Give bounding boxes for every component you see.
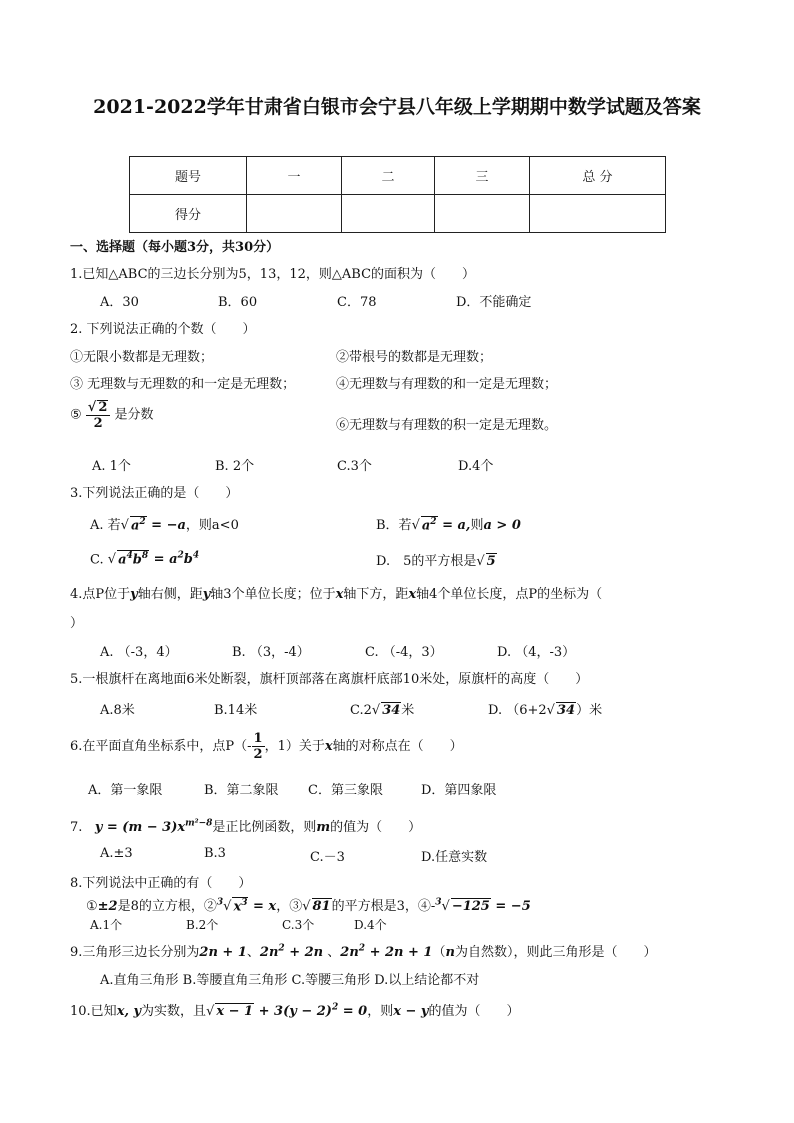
q3-b-suffix: 则 — [470, 518, 484, 533]
q3-d-prefix: D. 5的平方根是 — [376, 554, 477, 569]
q2-option-d[interactable]: D.4个 — [458, 459, 494, 474]
q2-statement-5 — [70, 400, 154, 430]
q8-p1b: 是8的立方根，② — [117, 899, 217, 914]
q1-option-c[interactable]: C．78 — [337, 295, 377, 310]
score-cell[interactable] — [247, 195, 342, 233]
score-header-cell: 三 — [435, 157, 530, 195]
q3-stem: 3.下列说法正确的是（ ） — [70, 486, 239, 501]
section-heading: 一、选择题（每小题3分，共30分） — [70, 240, 280, 255]
q9-mid: （ — [432, 945, 446, 960]
q5-d-prefix: D. （6+2 — [488, 703, 547, 718]
half-fraction: $\frac{1}{2}$ — [253, 731, 263, 762]
q7-option-a[interactable]: A.±3 — [100, 846, 133, 861]
q4-part: 轴右侧，距 — [137, 587, 203, 602]
q5-option-b[interactable]: B.14米 — [214, 703, 258, 718]
q1-option-a[interactable]: A．30 — [100, 295, 139, 310]
q2-statement-4: ④无理数与有理数的和一定是无理数； — [336, 377, 558, 392]
q6-stem: 6.在平面直角坐标系中，点P（- $\frac{1}{2}$ ，1）关于x轴的对称点在（ ） — [70, 731, 463, 762]
q4-stem-line1: 4.点P位于y轴右侧，距y轴3个单位长度；位于x轴下方，距x轴4个单位长度，点P的坐标为（ — [70, 587, 603, 602]
q8-option-d[interactable]: D.4个 — [354, 918, 387, 932]
sqrt2-over-2-fraction: $\frac{√ 2}{2}$ — [86, 400, 111, 430]
q6-end: 轴的对称点在（ ） — [332, 739, 463, 754]
q9-prefix: 9.三角形三边长分别为 — [70, 945, 200, 960]
q4-stem-line2: ） — [70, 616, 84, 631]
q6-option-a[interactable]: A．第一象限 — [88, 783, 163, 798]
score-cell[interactable] — [342, 195, 435, 233]
q10-end: 的值为（ ） — [428, 1004, 520, 1019]
score-row-label: 得分 — [130, 195, 247, 233]
q9-stem: 9.三角形三边长分别为2n + 1、$2n^2 + 2n$ 、$2n^2 + 2n + 1(n$为自然数），则此三角形是（ ） — [70, 943, 657, 960]
q3-b-prefix: B．若 — [376, 518, 412, 533]
q3-option-c[interactable]: C. √ $a^4b^8 = a^2b^4$ — [90, 551, 200, 568]
score-table — [129, 156, 666, 233]
q2-option-a[interactable]: A. 1个 — [92, 459, 131, 474]
q6-suffix: ，1）关于 — [264, 739, 325, 754]
q8-option-b[interactable]: B.2个 — [186, 918, 219, 932]
q5-option-c[interactable]: C.2√ 34米 — [350, 703, 415, 718]
page-title: 2021-2022学年甘肃省白银市会宁县八年级上学期期中数学试题及答案 — [93, 96, 701, 118]
q3-option-a[interactable]: A. 若√ $a^2 = -a$，则a<0 — [90, 516, 239, 533]
q3-option-d[interactable]: D. 5的平方根是√ 5 — [376, 554, 496, 569]
q8-p3b: 的平方根是3，④- — [331, 899, 436, 914]
q8-option-c[interactable]: C.3个 — [282, 918, 315, 932]
q4-option-b[interactable]: B. （3，-4） — [232, 645, 310, 660]
q10-mid: 为实数，且 — [141, 1004, 207, 1019]
q7-mid: 是正比例函数，则 — [212, 820, 317, 835]
q6-option-b[interactable]: B．第二象限 — [204, 783, 279, 798]
q2-option-c[interactable]: C.3个 — [337, 459, 372, 474]
q3-c-prefix: C. — [90, 552, 104, 568]
q4-option-a[interactable]: A. （-3，4） — [100, 645, 178, 660]
q7-option-b[interactable]: B.3 — [204, 846, 226, 861]
q9-options[interactable]: A.直角三角形 B.等腰直角三角形 C.等腰三角形 D.以上结论都不对 — [100, 973, 480, 988]
score-header-cell: 二 — [342, 157, 435, 195]
score-cell[interactable] — [530, 195, 666, 233]
score-table-header-row — [130, 157, 666, 195]
q3-option-b[interactable]: B．若√ $a^2 = a$,则a > 0 — [376, 516, 521, 533]
q2-statement-6: ⑥无理数与有理数的积一定是无理数。 — [336, 418, 558, 433]
q6-prefix: 6.在平面直角坐标系中，点P（- — [70, 739, 252, 754]
score-cell[interactable] — [435, 195, 530, 233]
q5-stem: 5.一根旗杆在离地面6米处断裂，旗杆顶部落在离旗杆底部10米处，原旗杆的高度（ ） — [70, 672, 589, 687]
q7-end: 的值为（ ） — [330, 820, 422, 835]
q2-s5-prefix: ⑤ — [70, 407, 82, 423]
q5-c-suffix: 米 — [401, 703, 415, 718]
q1-option-d[interactable]: D．不能确定 — [456, 295, 532, 310]
q8-p1: ① — [86, 899, 98, 914]
q8-stem: 8.下列说法中正确的有（ ） — [70, 876, 252, 891]
q7-option-c[interactable]: C.－3 — [310, 850, 345, 865]
q4-part: 轴3个单位长度；位于 — [210, 587, 336, 602]
q2-s5-suffix: 是分数 — [114, 407, 154, 423]
q3-a-suffix: ，则a<0 — [185, 518, 239, 533]
q2-statement-1: ①无限小数都是无理数； — [70, 350, 214, 365]
q4-part: 轴4个单位长度，点P的坐标为（ — [416, 587, 603, 602]
q5-option-d[interactable]: D. （6+2√ 34）米 — [488, 703, 603, 718]
score-table-score-row — [130, 195, 666, 233]
q7-stem: 7. $y = (m - 3)x^{m^2-8}$是正比例函数，则m的值为（ ） — [70, 818, 422, 835]
q7-number: 7. — [70, 820, 83, 835]
q10-stem: 10.已知x, y为实数，且√ $x - 1 + 3(y - 2)^2 = 0$，则x − y的值为（ ） — [70, 1002, 520, 1019]
q6-option-d[interactable]: D．第四象限 — [421, 783, 497, 798]
q4-part: 轴下方，距 — [343, 587, 409, 602]
q8-p2b: ，③ — [276, 899, 303, 914]
score-header-cell: 题号 — [130, 157, 247, 195]
q2-statement-2: ②带根号的数都是无理数； — [336, 350, 493, 365]
q1-option-b[interactable]: B．60 — [218, 295, 258, 310]
q5-c-prefix: C.2 — [350, 703, 372, 718]
q2-option-b[interactable]: B. 2个 — [215, 459, 255, 474]
q8-option-a[interactable]: A.1个 — [90, 918, 123, 932]
q10-prefix: 10.已知 — [70, 1004, 117, 1019]
q9-nat: 为自然数），则此三角形是（ ） — [454, 945, 657, 960]
q6-option-c[interactable]: C．第三象限 — [308, 783, 383, 798]
q2-statement-3: ③ 无理数与无理数的和一定是无理数； — [70, 377, 296, 392]
q3-a-prefix: A. 若 — [90, 518, 121, 533]
q10-mid2: ，则 — [367, 1004, 394, 1019]
q7-option-d[interactable]: D.任意实数 — [421, 850, 488, 865]
q5-option-a[interactable]: A.8米 — [100, 703, 135, 718]
score-header-cell: 总 分 — [530, 157, 666, 195]
score-header-cell: 一 — [247, 157, 342, 195]
q2-stem: 2. 下列说法正确的个数（ ） — [70, 322, 256, 337]
q4-part: 4.点P位于 — [70, 587, 131, 602]
q4-option-d[interactable]: D. （4，-3） — [497, 645, 576, 660]
q1-stem: 1.已知△ABC的三边长分别为5，13，12，则△ABC的面积为（ ） — [70, 267, 476, 282]
q5-d-suffix: ）米 — [576, 703, 603, 718]
q8-statements: ①±2是8的立方根，②$^3$√ $x^3 = x$，③√ 81的平方根是3，④-$^3$√ −125 = −5 — [86, 897, 531, 914]
q4-option-c[interactable]: C. （-4，3） — [365, 645, 443, 660]
